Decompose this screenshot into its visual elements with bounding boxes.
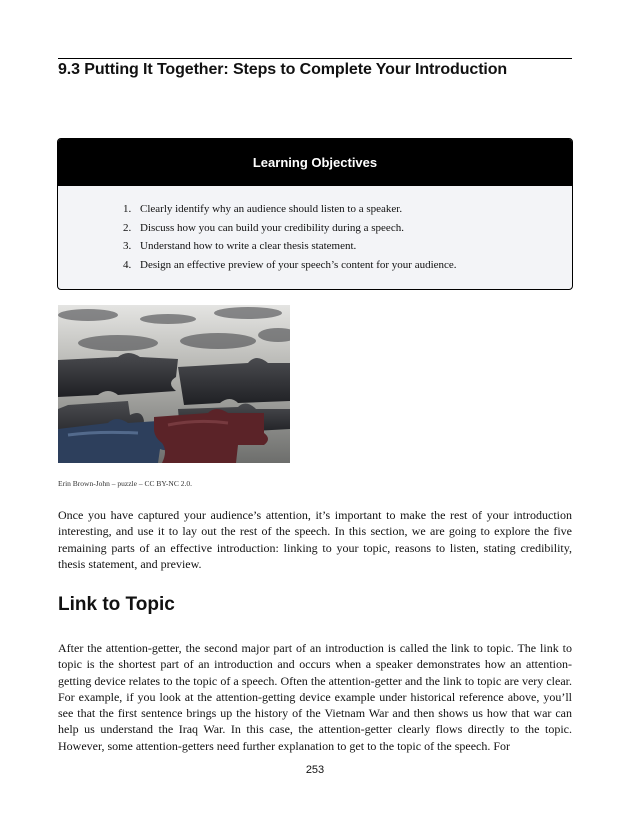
puzzle-illustration bbox=[58, 305, 290, 463]
objective-text: Clearly identify why an audience should listen to a speaker. bbox=[140, 203, 403, 215]
objective-item bbox=[123, 200, 572, 219]
objective-item bbox=[123, 256, 572, 275]
link-to-topic-paragraph: After the attention-getter, the second major part of an introduction is called the link to topic. The link to topic is the shortest part of an introduction and occurs when a speaker demonstrates how an attention-getting device relates to the topic of a speech. Often the attention-getter and the link to topic are very clear. For example, if you look at the attention-getting device example under historical reference above, you’ll see that the first sentence brings up the history of the Vietnam War and then shows us how that war can help us understand the Iraq War. In this case, the attention-getter clearly flows directly to the topic. However, some attention-getters need further explanation to get to the topic of the speech. For bbox=[58, 641, 572, 753]
objective-number: 2. bbox=[123, 221, 132, 234]
intro-paragraph: Once you have captured your audience’s attention, it’s important to make the rest of your introduction interesting, and use it to lay out the rest of the speech. In this section, we are going to explore the five remaining parts of an effective introduction: linking to your topic, reasons to listen, stating credibility, thesis statement, and preview. bbox=[58, 508, 572, 571]
puzzle-photo bbox=[58, 305, 290, 463]
learning-objectives-list bbox=[58, 186, 572, 274]
objective-number: 3. bbox=[123, 240, 132, 252]
section-title: 9.3 Putting It Together: Steps to Complete Your Introduction bbox=[58, 61, 508, 78]
objective-text: Design an effective preview of your speech’s content for your audience. bbox=[140, 258, 457, 271]
objective-number: 4. bbox=[123, 258, 132, 271]
objective-text: Discuss how you can build your credibility during a speech. bbox=[140, 221, 404, 234]
objective-item bbox=[123, 237, 572, 256]
objective-number: 1. bbox=[123, 203, 132, 215]
subheading-link-to-topic: Link to Topic bbox=[58, 594, 175, 615]
header-rule bbox=[58, 58, 572, 59]
learning-objectives-header: Learning Objectives bbox=[58, 139, 572, 186]
image-caption: Erin Brown-John – puzzle – CC BY-NC 2.0. bbox=[58, 479, 192, 488]
learning-objectives-box bbox=[57, 138, 573, 290]
page-number: 253 bbox=[305, 764, 325, 776]
objective-text: Understand how to write a clear thesis statement. bbox=[140, 240, 357, 252]
objective-item bbox=[123, 219, 572, 238]
